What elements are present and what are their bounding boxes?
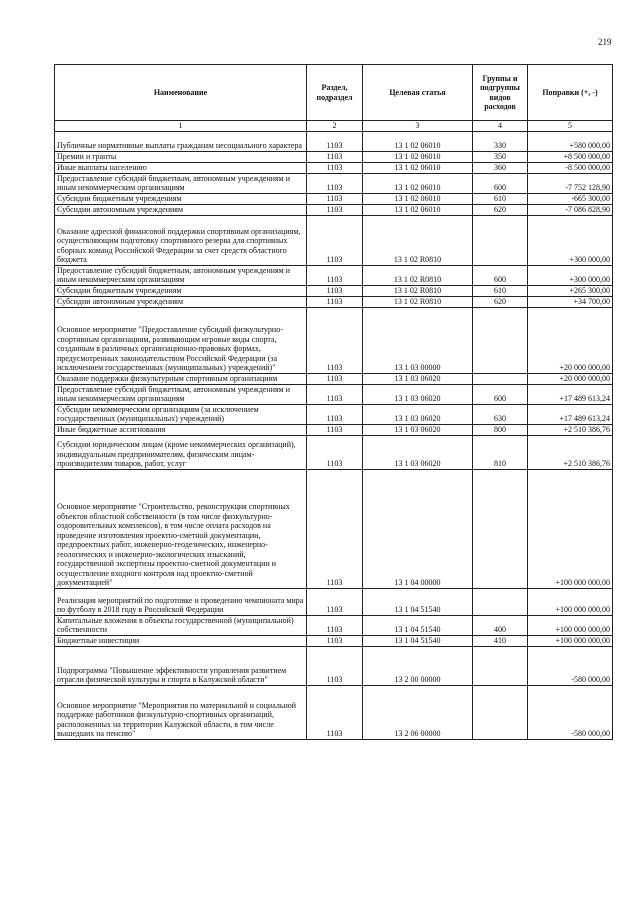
row-expense-group: 610 bbox=[473, 285, 528, 296]
row-target-article: 13 1 02 06010 bbox=[363, 131, 473, 151]
row-expense-group: 810 bbox=[473, 435, 528, 469]
row-amount: +17 489 613,24 bbox=[528, 384, 613, 404]
header-target: Целевая статья bbox=[363, 65, 473, 121]
row-expense-group: 600 bbox=[473, 173, 528, 193]
row-section: 1103 bbox=[307, 296, 363, 307]
table-row bbox=[55, 131, 613, 151]
row-amount: +100 000 000,00 bbox=[528, 469, 613, 588]
row-amount: +2 510 386,76 bbox=[528, 424, 613, 435]
budget-table bbox=[54, 64, 613, 740]
row-name: Подпрограмма "Повышение эффективности управления развитием отрасли физической культуры и спорта в Калужской области" bbox=[55, 646, 307, 685]
row-target-article: 13 1 02 R0810 bbox=[363, 215, 473, 265]
row-section: 1103 bbox=[307, 469, 363, 588]
row-target-article: 13 1 02 06010 bbox=[363, 193, 473, 204]
table-row bbox=[55, 435, 613, 469]
table-row bbox=[55, 215, 613, 265]
table-row bbox=[55, 285, 613, 296]
page-number: 219 bbox=[598, 37, 612, 47]
row-section: 1103 bbox=[307, 373, 363, 384]
column-number: 4 bbox=[473, 121, 528, 132]
row-section: 1103 bbox=[307, 424, 363, 435]
row-section: 1103 bbox=[307, 285, 363, 296]
row-name: Оказание поддержки физкультурным спортивным организациям bbox=[55, 373, 307, 384]
table-row bbox=[55, 162, 613, 173]
column-number: 5 bbox=[528, 121, 613, 132]
row-target-article: 13 1 02 06010 bbox=[363, 204, 473, 215]
table-row bbox=[55, 173, 613, 193]
table-row bbox=[55, 424, 613, 435]
row-section: 1103 bbox=[307, 404, 363, 424]
row-name: Субсидии бюджетным учреждениям bbox=[55, 193, 307, 204]
row-name: Субсидии автономным учреждениям bbox=[55, 296, 307, 307]
row-target-article: 13 1 02 R0810 bbox=[363, 285, 473, 296]
row-expense-group: 600 bbox=[473, 265, 528, 285]
table-body bbox=[55, 131, 613, 739]
table-row bbox=[55, 151, 613, 162]
row-amount: +100 000 000,00 bbox=[528, 615, 613, 635]
row-name: Основное мероприятие "Предоставление субсидий физкультурно-спортивным организациям, развивающим игровые виды спорта, созданным в различных организационно-правовых формах, предусмотренных законодательством Российской Федерации (за исключением государственных (муниципальных) учреждений)" bbox=[55, 307, 307, 373]
row-section: 1103 bbox=[307, 435, 363, 469]
row-target-article: 13 1 02 R0810 bbox=[363, 265, 473, 285]
row-name: Основное мероприятие "Строительство, реконструкция спортивных объектов областной собственности (в том числе физкультурно-оздоровительных комплексов), в том числе оплата расходов на проведение изготовления проектно-сметной документации, предпроектных работ, инженерно-геодезических, инженерно-геологических и инженерно-экологических изысканий, государственной экспертизы проектно-сметной документации и осуществление входного контроля над проектно-сметной документацией" bbox=[55, 469, 307, 588]
row-section: 1103 bbox=[307, 131, 363, 151]
row-section: 1103 bbox=[307, 193, 363, 204]
row-section: 1103 bbox=[307, 204, 363, 215]
row-expense-group: 620 bbox=[473, 204, 528, 215]
row-amount: +34 700,00 bbox=[528, 296, 613, 307]
row-amount: +100 000 000,00 bbox=[528, 635, 613, 646]
row-expense-group: 410 bbox=[473, 635, 528, 646]
row-target-article: 13 1 03 06020 bbox=[363, 373, 473, 384]
row-section: 1103 bbox=[307, 162, 363, 173]
row-name: Иные выплаты населению bbox=[55, 162, 307, 173]
row-name: Премии и гранты bbox=[55, 151, 307, 162]
row-amount: +2 510 386,76 bbox=[528, 435, 613, 469]
row-amount: +8 500 000,00 bbox=[528, 151, 613, 162]
row-name: Иные бюджетные ассигнования bbox=[55, 424, 307, 435]
row-amount: -580 000,00 bbox=[528, 685, 613, 739]
row-target-article: 13 2 06 00000 bbox=[363, 685, 473, 739]
row-section: 1103 bbox=[307, 215, 363, 265]
table-row bbox=[55, 193, 613, 204]
table-row bbox=[55, 384, 613, 404]
row-expense-group: 800 bbox=[473, 424, 528, 435]
row-expense-group bbox=[473, 373, 528, 384]
table-row bbox=[55, 265, 613, 285]
row-expense-group: 610 bbox=[473, 193, 528, 204]
row-target-article: 13 1 03 06020 bbox=[363, 435, 473, 469]
row-expense-group: 360 bbox=[473, 162, 528, 173]
row-name: Капитальные вложения в объекты государственной (муниципальной) собственности bbox=[55, 615, 307, 635]
row-name: Субсидии юридическим лицам (кроме некоммерческих организаций), индивидуальным предпринимателям, физическим лицам-производителям товаров, работ, услуг bbox=[55, 435, 307, 469]
table-row bbox=[55, 204, 613, 215]
row-name: Субсидии бюджетным учреждениям bbox=[55, 285, 307, 296]
table-row bbox=[55, 373, 613, 384]
row-section: 1103 bbox=[307, 635, 363, 646]
row-amount: -8 500 000,00 bbox=[528, 162, 613, 173]
row-expense-group: 350 bbox=[473, 151, 528, 162]
row-name: Бюджетные инвестиции bbox=[55, 635, 307, 646]
row-name: Предоставление субсидий бюджетным, автономным учреждениям и иным некоммерческим организациям bbox=[55, 384, 307, 404]
row-section: 1103 bbox=[307, 685, 363, 739]
header-amount: Поправки (+, -) bbox=[528, 65, 613, 121]
row-target-article: 13 1 02 R0810 bbox=[363, 296, 473, 307]
header-group: Группы и подгруппы видов расходов bbox=[473, 65, 528, 121]
row-expense-group bbox=[473, 588, 528, 615]
column-number-row bbox=[55, 121, 613, 132]
row-amount: -665 300,00 bbox=[528, 193, 613, 204]
row-name: Оказание адресной финансовой поддержки спортивным организациям, осуществляющим подготовку спортивного резерва для спортивных сборных команд Российской Федерации за счет средств областного бюджета bbox=[55, 215, 307, 265]
row-amount: +300 000,00 bbox=[528, 215, 613, 265]
row-section: 1103 bbox=[307, 265, 363, 285]
table-row bbox=[55, 646, 613, 685]
table-row bbox=[55, 635, 613, 646]
table-header-row bbox=[55, 65, 613, 121]
row-amount: -7 086 828,90 bbox=[528, 204, 613, 215]
row-expense-group bbox=[473, 685, 528, 739]
row-name: Основное мероприятие "Мероприятия по материальной и социальной поддержке работников физкультурно-спортивных организаций, расположенных на территории Калужской области, в том числе вышедших на пенсию" bbox=[55, 685, 307, 739]
column-number: 1 bbox=[55, 121, 307, 132]
table-row bbox=[55, 296, 613, 307]
row-expense-group: 600 bbox=[473, 384, 528, 404]
row-expense-group bbox=[473, 307, 528, 373]
row-section: 1103 bbox=[307, 646, 363, 685]
row-name: Публичные нормативные выплаты гражданам несоциального характера bbox=[55, 131, 307, 151]
row-section: 1103 bbox=[307, 307, 363, 373]
row-expense-group: 330 bbox=[473, 131, 528, 151]
table-row bbox=[55, 685, 613, 739]
row-section: 1103 bbox=[307, 384, 363, 404]
row-expense-group: 400 bbox=[473, 615, 528, 635]
row-section: 1103 bbox=[307, 173, 363, 193]
row-target-article: 13 1 03 06020 bbox=[363, 424, 473, 435]
row-target-article: 13 1 03 00000 bbox=[363, 307, 473, 373]
row-name: Предоставление субсидий бюджетным, автономным учреждениям и иным некоммерческим организациям bbox=[55, 265, 307, 285]
row-target-article: 13 1 03 06020 bbox=[363, 384, 473, 404]
table-row bbox=[55, 615, 613, 635]
row-target-article: 13 1 03 06020 bbox=[363, 404, 473, 424]
row-target-article: 13 1 04 51540 bbox=[363, 615, 473, 635]
row-amount: -580 000,00 bbox=[528, 646, 613, 685]
row-amount: +100 000 000,00 bbox=[528, 588, 613, 615]
row-target-article: 13 1 02 06010 bbox=[363, 162, 473, 173]
row-target-article: 13 1 02 06010 bbox=[363, 151, 473, 162]
column-number: 3 bbox=[363, 121, 473, 132]
row-target-article: 13 2 00 00000 bbox=[363, 646, 473, 685]
row-section: 1103 bbox=[307, 588, 363, 615]
row-amount: +300 000,00 bbox=[528, 265, 613, 285]
row-target-article: 13 1 04 00000 bbox=[363, 469, 473, 588]
row-amount: +20 000 000,00 bbox=[528, 307, 613, 373]
row-name: Субсидии автономным учреждениям bbox=[55, 204, 307, 215]
row-target-article: 13 1 02 06010 bbox=[363, 173, 473, 193]
row-target-article: 13 1 04 51540 bbox=[363, 588, 473, 615]
column-number: 2 bbox=[307, 121, 363, 132]
row-amount: +17 489 613,24 bbox=[528, 404, 613, 424]
row-amount: +20 000 000,00 bbox=[528, 373, 613, 384]
row-amount: -7 752 128,90 bbox=[528, 173, 613, 193]
row-name: Субсидии некоммерческим организациям (за исключением государственных (муниципальных) учреждений) bbox=[55, 404, 307, 424]
table-row bbox=[55, 307, 613, 373]
row-amount: +265 300,00 bbox=[528, 285, 613, 296]
table-row bbox=[55, 404, 613, 424]
row-expense-group: 630 bbox=[473, 404, 528, 424]
table-row bbox=[55, 588, 613, 615]
row-section: 1103 bbox=[307, 615, 363, 635]
row-expense-group bbox=[473, 646, 528, 685]
row-name: Предоставление субсидий бюджетным, автономным учреждениям и иным некоммерческим организациям bbox=[55, 173, 307, 193]
row-target-article: 13 1 04 51540 bbox=[363, 635, 473, 646]
row-amount: +580 000,00 bbox=[528, 131, 613, 151]
row-name: Реализация мероприятий по подготовке и проведению чемпионата мира по футболу в 2018 году в Российской Федерации bbox=[55, 588, 307, 615]
row-expense-group bbox=[473, 215, 528, 265]
row-expense-group: 620 bbox=[473, 296, 528, 307]
header-name: Наименование bbox=[55, 65, 307, 121]
row-section: 1103 bbox=[307, 151, 363, 162]
table-row bbox=[55, 469, 613, 588]
header-section: Раздел, подраздел bbox=[307, 65, 363, 121]
row-expense-group bbox=[473, 469, 528, 588]
